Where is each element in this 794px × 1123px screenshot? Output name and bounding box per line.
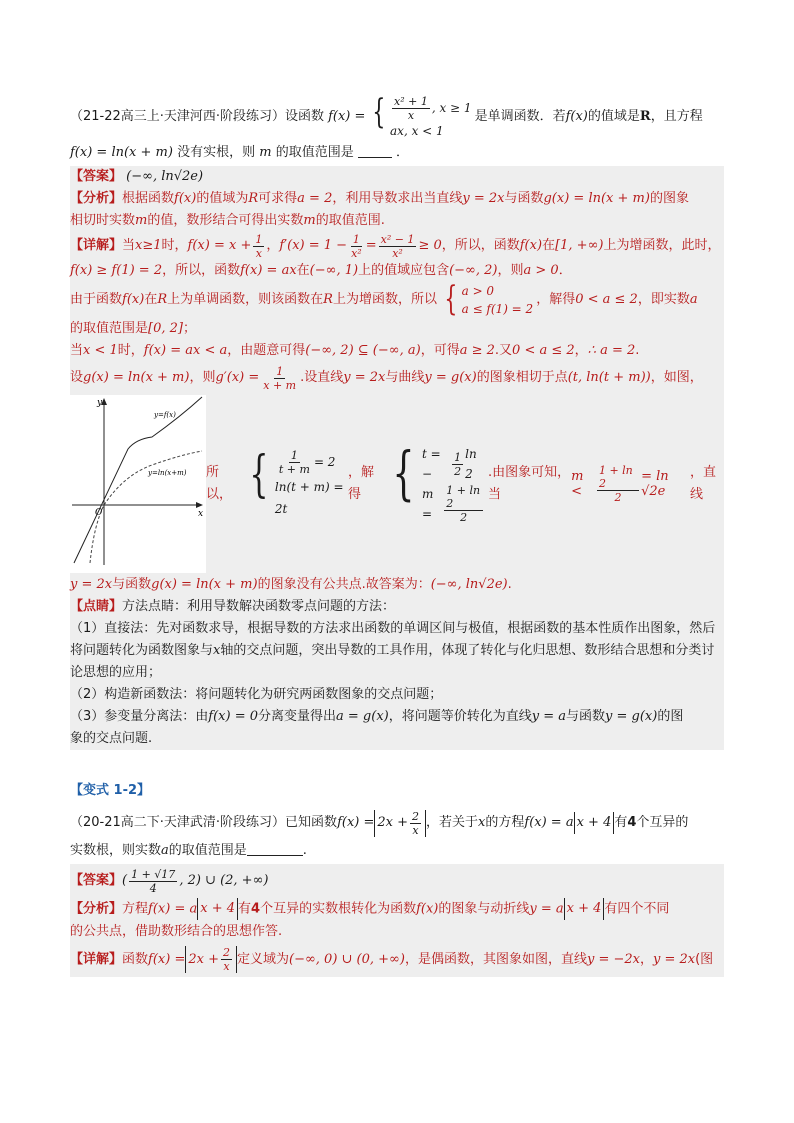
g-graph-label: y=ln(x+m) <box>148 469 187 477</box>
detail-line-5: 当x < 1时，f(x) = ax < a，由题意可得(−∞, 2) ⊆ (−∞, a)，可得a ≥ 2.又0 < a ≤ 2，∴ a = 2. <box>70 343 640 358</box>
variant-line-1: （20-21高二下·天津武清·阶段练习） 已知函数 f(x) = 2x + $\frac{2}{x}$ ，若关于 x 的方程 f(x) = a x + 4 有 4 个互异的 <box>70 809 689 837</box>
equation-system: { $\frac{1}{t + m}$ = 2 ln(t + m) = 2t <box>249 444 344 516</box>
variant-title: 【变式 1-2】 <box>70 783 151 798</box>
solution-block-2 <box>70 864 724 977</box>
tangent-figure <box>70 395 206 573</box>
problem-1-line-1: （21-22高三上·天津河西·阶段练习） 设函数 f(x) = { $\frac{\text{x² + 1}}{x}$ , x ≥ 1 ax, x < 1 是单调函数．若 f(x) 的值域是 R ，且方程 <box>70 91 703 138</box>
problem-1-line-2: f(x) = ln(x + m) 没有实根，则 m 的取值范围是 ． <box>70 145 410 160</box>
problem-text: 设函数 <box>285 109 325 124</box>
answer-tag: 【答案】 <box>70 169 123 184</box>
figure-and-equations-row: y x O y=f(x) y=ln(x+m) 所以， { $\frac{1}{t + m}$ = 2 ln(t + m) = 2t ，解得 { t = − $\frac{1}{2}$ ln 2 m = $\frac{1 + \ln 2}{2}$ .由图象可知，当 m < $\frac{1 + \ln 2}{2}$ = ln √2e ，直线 <box>70 394 724 574</box>
tips-paragraph: 【点睛】方法点睛：利用导数解决函数零点问题的方法： （1）直接法：先对函数求导，根据导数的方法求出函数的单调区间与极值，根据函数的基本性质作出图象，然后将问题转化为函数图象与x轴的交点问题，突出导数的工具作用，体现了转化与化归思想、数形结合思想和分类讨论思想的应用； （2）构造新函数法：将问题转化为研究两函数图象的交点问题； （3）参变量分离法：由f(x) = 0分离变量得出a = g(x)，将问题等价转化为直线y = a与函数y = g(x)的图 象的交点问题. <box>70 599 716 746</box>
detail-line-6: 设 g(x) = ln(x + m) ，则 g′(x) = $\frac{1}{x + m}$ .设直线 y = 2x 与曲线 y = g(x) 的图象相切于点 (t, ln(t + m)) ，如图， <box>70 364 703 392</box>
answer-value: (−∞, ln√2e) <box>126 169 204 184</box>
answer-2-line: 【答案】 ( $\frac{1 + √17}{4}$ , 2) ∪ (2, +∞) <box>70 867 269 895</box>
solution-system: { t = − $\frac{1}{2}$ ln 2 m = $\frac{1 + \ln 2}{2}$ <box>385 444 485 524</box>
problem-source: （21-22高三上·天津河西·阶段练习） <box>70 109 286 124</box>
origin-label: O <box>95 508 103 518</box>
answer-blank <box>358 143 392 158</box>
f-graph-curve <box>74 397 202 563</box>
answer-line <box>70 166 724 188</box>
detail-line-4: 的取值范围是[0, 2]； <box>70 321 196 336</box>
variant-line-2: 实数根，则实数a的取值范围是 . <box>70 843 307 858</box>
x-axis-label: x <box>198 509 204 519</box>
answer-blank <box>247 841 303 856</box>
detail-line-2: f(x) ≥ f(1) = 2，所以，函数f(x) = ax在(−∞, 1)上的值域应包含(−∞, 2)，则a > 0． <box>70 263 572 278</box>
detail-2-line: 【详解】 函数 f(x) = 2x + $\frac{2}{x}$ 定义域为 (−∞, 0) ∪ (0, +∞) ，是偶函数，其图象如图，直线 y = −2x ， y = 2x (图 <box>70 946 714 973</box>
y-axis-label: y <box>97 398 103 408</box>
fraction: $\frac{\text{x² + 1}}{x}$ <box>394 94 428 122</box>
solution-block-1 <box>70 166 724 750</box>
function-f-def: f(x) = <box>328 109 366 124</box>
detail-line-3: 由于函数 f(x) 在 R 上为单调函数，则该函数在 R 上为增函数，所以 { a > 0 a ≤ f(1) = 2 ，解得 0 < a ≤ 2 ，即实数 a <box>70 279 698 319</box>
x-axis-arrow <box>196 502 203 508</box>
analysis-2-paragraph: 【分析】方程f(x) = a x + 4 有4个互异的实数根转化为函数f(x)的图象与动折线y = a x + 4 有四个不同 的公共点，借助数形结合的思想作答. <box>70 898 724 943</box>
document-page <box>70 92 724 977</box>
f-graph-label: y=f(x) <box>154 411 176 419</box>
piecewise-definition: { $\frac{\text{x² + 1}}{x}$ , x ≥ 1 ax, x < 1 <box>372 91 472 138</box>
detail-line-8: y = 2x与函数g(x) = ln(x + m)的图象没有公共点.故答案为：(−∞, ln√2e). <box>70 577 512 592</box>
analysis-paragraph: 【分析】根据函数f(x)的值域为R可求得a = 2，利用导数求出当直线y = 2x与函数g(x) = ln(x + m)的图象 相切时实数m的值，数形结合可得出实数m的取值范围. <box>70 191 689 228</box>
detail-line-1: 【详解】 当 x≥1 时， f(x) = x + $\frac{1}{x}$ ， f′(x) = 1 − $\frac{1}{\text{x²}}$ = $\frac{\text{x² − 1}}{\text{x²}}$ ≥ 0 ，所以，函数 f(x) 在 [1, +∞) 上为增函数，此时， <box>70 232 721 260</box>
problem-text: 是单调函数．若 <box>474 109 566 124</box>
g-graph-curve <box>90 451 202 563</box>
